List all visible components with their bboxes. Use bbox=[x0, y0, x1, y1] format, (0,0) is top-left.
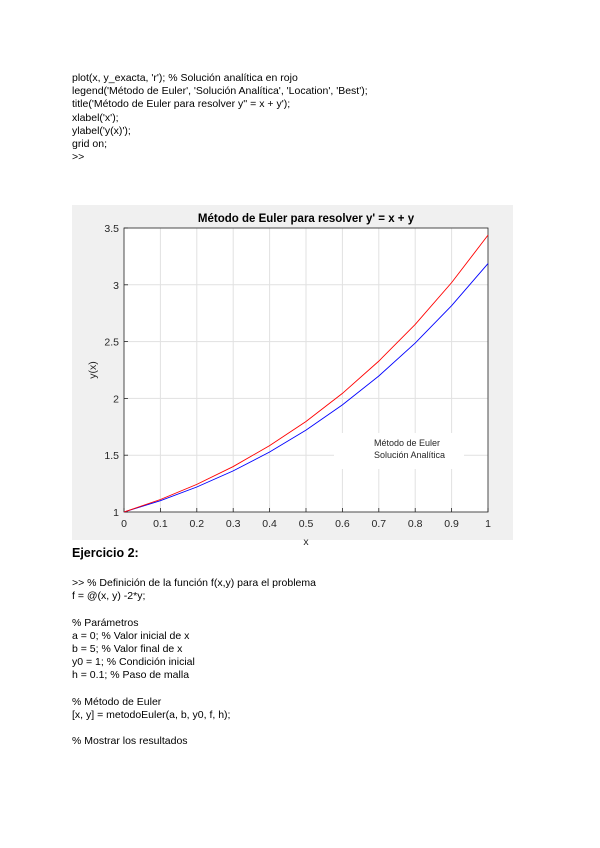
x-tick-label: 0.8 bbox=[407, 518, 423, 530]
y-tick-label: 3.5 bbox=[104, 223, 119, 235]
y-tick-label: 3 bbox=[113, 279, 119, 292]
code-line: title('Método de Euler para resolver y'' = x + y'); bbox=[72, 98, 291, 111]
chart-svg bbox=[72, 205, 513, 548]
legend-entry: Solución Analítica bbox=[374, 450, 446, 460]
code-line: >> % Definición de la función f(x,y) para el problema bbox=[72, 577, 316, 589]
y-axis-label: y(x) bbox=[87, 361, 99, 379]
x-tick-label: 1 bbox=[485, 518, 491, 530]
code-line: grid on; bbox=[72, 137, 108, 150]
code-line: plot(x, y_exacta, 'r'); % Solución analítica en rojo bbox=[72, 72, 298, 84]
legend-entry: Método de Euler bbox=[374, 438, 441, 448]
chart-title: Método de Euler para resolver y' = x + y bbox=[197, 213, 415, 225]
code-line: f = @(x, y) -2*y; bbox=[72, 590, 146, 603]
x-tick-label: 0.5 bbox=[298, 518, 314, 530]
x-tick-label: 0.9 bbox=[444, 518, 459, 530]
x-tick-label: 0.7 bbox=[371, 518, 387, 530]
code-line: a = 0; % Valor inicial de x bbox=[72, 629, 190, 642]
code-line: >> bbox=[72, 151, 85, 164]
code-line: [x, y] = metodoEuler(a, b, y0, f, h); bbox=[72, 708, 231, 721]
code-line: y0 = 1; % Condición inicial bbox=[72, 656, 195, 669]
code-line: b = 5; % Valor final de x bbox=[72, 642, 183, 655]
code-line: % Mostrar los resultados bbox=[72, 735, 188, 748]
exercise-heading: Ejercicio 2: bbox=[72, 546, 139, 560]
y-tick-label: 1 bbox=[113, 507, 119, 519]
y-tick-label: 1.5 bbox=[104, 450, 119, 463]
x-tick-label: 0.2 bbox=[189, 518, 205, 530]
code-line: xlabel('x'); bbox=[72, 111, 119, 124]
code-line: legend('Método de Euler', 'Solución Analítica', 'Location', 'Best'); bbox=[72, 85, 368, 98]
code-block-bottom bbox=[72, 577, 316, 748]
code-line bbox=[72, 722, 316, 735]
code-line bbox=[72, 603, 316, 616]
x-tick-label: 0 bbox=[121, 518, 127, 530]
x-tick-label: 0.3 bbox=[225, 518, 241, 530]
y-tick-label: 2.5 bbox=[104, 336, 119, 349]
x-tick-label: 0.6 bbox=[335, 518, 350, 530]
code-block-top bbox=[72, 72, 368, 164]
x-axis-label: x bbox=[303, 536, 309, 548]
code-line: % Método de Euler bbox=[72, 695, 162, 708]
code-line: ylabel('y(x)'); bbox=[72, 124, 131, 137]
x-tick-label: 0.1 bbox=[153, 518, 168, 530]
matlab-figure bbox=[72, 205, 513, 548]
code-line bbox=[72, 683, 316, 696]
code-line: h = 0.1; % Paso de malla bbox=[72, 669, 190, 682]
y-tick-label: 2 bbox=[113, 393, 119, 406]
code-line: % Parámetros bbox=[72, 616, 139, 629]
x-tick-label: 0.4 bbox=[262, 518, 277, 530]
